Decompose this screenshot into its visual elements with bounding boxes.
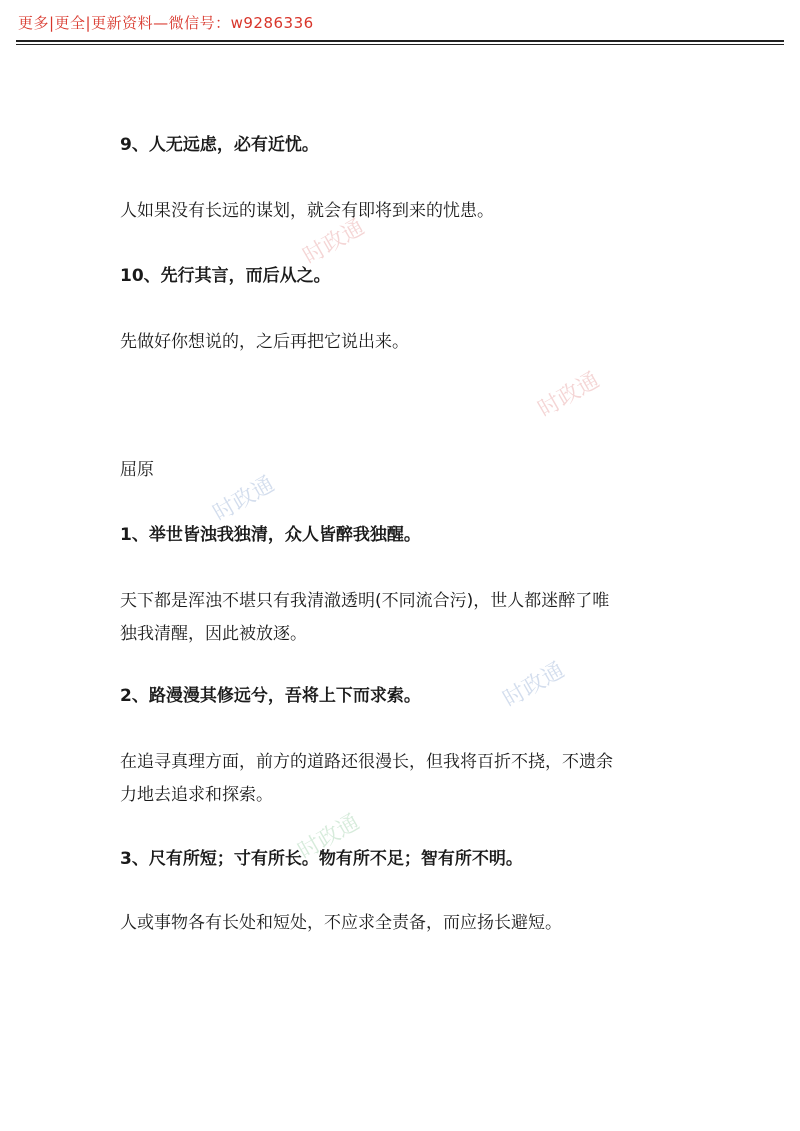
quote-2-text-line2: 力地去追求和探索。	[120, 785, 273, 805]
quote-10-title: 10、先行其言，而后从之。	[120, 266, 331, 286]
author-heading: 屈原	[120, 460, 154, 480]
quote-9-text: 人如果没有长远的谋划，就会有即将到来的忧患。	[120, 201, 494, 221]
header-divider-thick	[16, 40, 784, 42]
quote-1-title: 1、举世皆浊我独清，众人皆醉我独醒。	[120, 525, 421, 545]
quote-3-text: 人或事物各有长处和短处，不应求全责备，而应扬长避短。	[120, 913, 562, 933]
quote-2-title: 2、路漫漫其修远兮，吾将上下而求索。	[120, 686, 421, 706]
watermark-logo: 时政通	[534, 367, 604, 423]
quote-1-text-line2: 独我清醒，因此被放逐。	[120, 624, 307, 644]
watermark-logo: 时政通	[209, 471, 279, 527]
quote-1-text-line1: 天下都是浑浊不堪只有我清澈透明(不同流合污)，世人都迷醉了唯	[120, 591, 610, 611]
header-contact-text: 更多|更全|更新资料—微信号：w9286336	[18, 14, 314, 32]
quote-3-title: 3、尺有所短；寸有所长。物有所不足；智有所不明。	[120, 849, 523, 869]
quote-9-title: 9、人无远虑，必有近忧。	[120, 135, 319, 155]
header-divider-thin	[16, 44, 784, 45]
watermark-logo: 时政通	[294, 809, 364, 865]
watermark-logo: 时政通	[299, 214, 369, 270]
quote-2-text-line1: 在追寻真理方面，前方的道路还很漫长，但我将百折不挠，不遗余	[120, 752, 613, 772]
watermark-logo: 时政通	[499, 657, 569, 713]
quote-10-text: 先做好你想说的，之后再把它说出来。	[120, 332, 409, 352]
